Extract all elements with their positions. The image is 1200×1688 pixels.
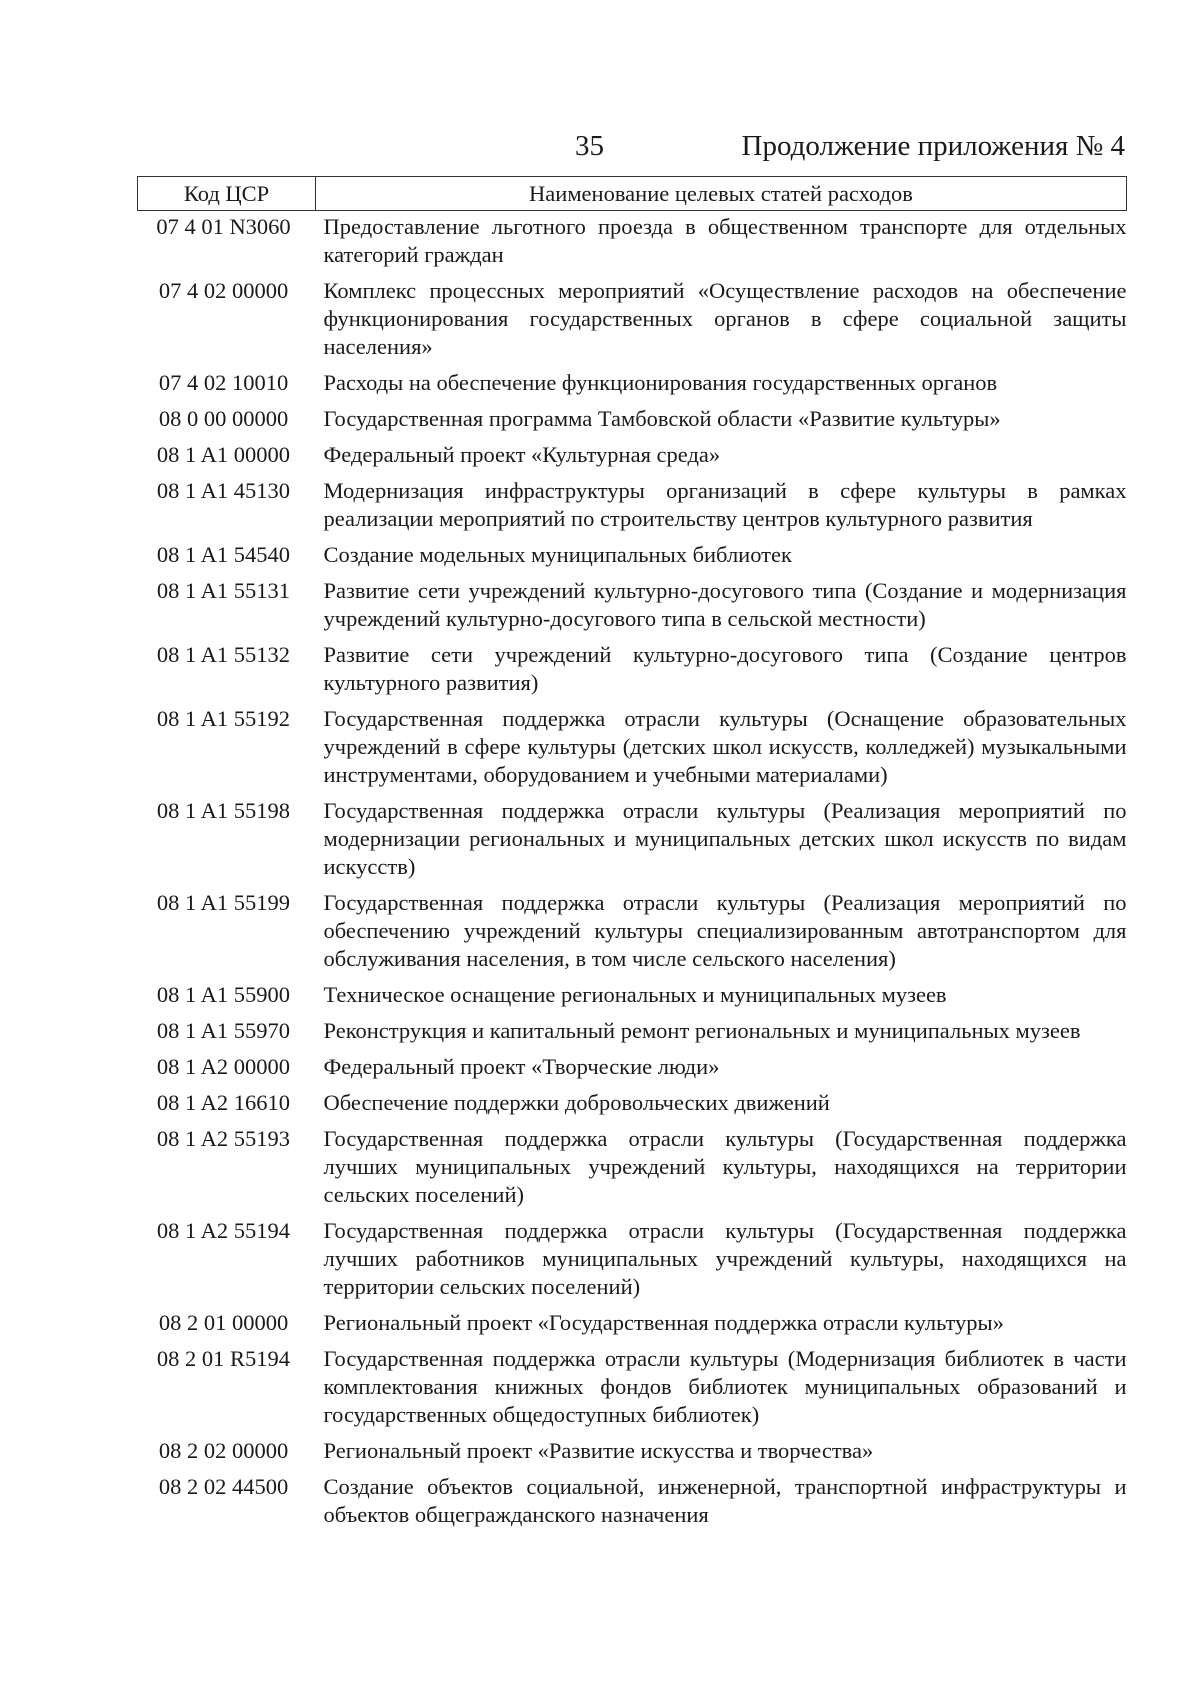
table-row <box>138 1123 1127 1215</box>
table-row <box>138 403 1127 439</box>
table-row <box>138 275 1127 367</box>
row-code: 08 2 01 00000 <box>158 1310 289 1335</box>
row-name: Техническое оснащение региональных и муниципальных музеев <box>323 982 947 1007</box>
row-code: 08 1 A2 00000 <box>156 1054 291 1079</box>
table-row <box>138 887 1127 979</box>
row-name: Предоставление льготного проезда в общественном транспорте для отдельных категорий граждан <box>323 214 1127 267</box>
row-code: 08 1 A1 55970 <box>156 1018 291 1043</box>
row-name: Региональный проект «Государственная поддержка отрасли культуры» <box>323 1310 1004 1335</box>
table-row <box>138 475 1127 539</box>
row-code: 08 1 A1 54540 <box>156 542 291 567</box>
page-header <box>0 118 1200 168</box>
row-code: 07 4 01 N3060 <box>156 214 291 239</box>
row-code: 08 1 A1 55132 <box>156 642 291 667</box>
row-name: Расходы на обеспечение функционирования государственных органов <box>323 370 998 395</box>
row-code: 08 1 A1 55198 <box>156 798 291 823</box>
row-code: 08 1 A1 55199 <box>156 890 291 915</box>
row-code: 08 1 A1 00000 <box>156 442 291 467</box>
table-header-row <box>138 177 1127 211</box>
table-row <box>138 1471 1127 1535</box>
column-header-code: Код ЦСР <box>138 177 316 211</box>
row-code: 08 2 01 R5194 <box>156 1346 291 1371</box>
table-row <box>138 979 1127 1015</box>
row-code: 07 4 02 00000 <box>158 278 289 303</box>
table-body <box>138 211 1127 1536</box>
table-row <box>138 1051 1127 1087</box>
row-code: 08 1 A1 55900 <box>156 982 291 1007</box>
row-name: Модернизация инфраструктуры организаций в сфере культуры в рамках реализации мероприятий по строительству центров культурного развития <box>323 478 1127 531</box>
row-name: Развитие сети учреждений культурно-досугового типа (Создание и модернизация учреждений культурно-досугового типа в сельской местности) <box>323 578 1127 631</box>
row-name: Государственная программа Тамбовской области «Развитие культуры» <box>323 406 1001 431</box>
table-row <box>138 1087 1127 1123</box>
table-row <box>138 703 1127 795</box>
row-code: 08 1 A2 16610 <box>156 1090 291 1115</box>
row-code: 08 1 A1 45130 <box>156 478 291 503</box>
row-code: 07 4 02 10010 <box>158 370 289 395</box>
table-row <box>138 1015 1127 1051</box>
row-name: Развитие сети учреждений культурно-досугового типа (Создание центров культурного развития) <box>323 642 1127 695</box>
table-row <box>138 639 1127 703</box>
table-row <box>138 439 1127 475</box>
page-number: 35 <box>575 130 604 162</box>
table-row <box>138 211 1127 276</box>
row-name: Государственная поддержка отрасли культуры (Оснащение образовательных учреждений в сфере культуры (детских школ искусств, колледжей) музыкальными инструментами, оборудованием и учебными материалами) <box>323 706 1127 787</box>
row-name: Создание объектов социальной, инженерной, транспортной инфраструктуры и объектов общегражданского назначения <box>323 1474 1127 1527</box>
row-code: 08 2 02 44500 <box>158 1474 289 1499</box>
budget-codes-table <box>137 176 1127 1535</box>
row-code: 08 1 A1 55192 <box>156 706 291 731</box>
row-name: Государственная поддержка отрасли культуры (Реализация мероприятий по обеспечению учреждений культуры специализированным автотранспортом для обслуживания населения, в том числе сельского населения) <box>323 890 1127 971</box>
row-name: Федеральный проект «Творческие люди» <box>323 1054 720 1079</box>
row-name: Создание модельных муниципальных библиотек <box>323 542 792 567</box>
row-code: 08 2 02 00000 <box>158 1438 289 1463</box>
table-row <box>138 575 1127 639</box>
row-name: Федеральный проект «Культурная среда» <box>323 442 721 467</box>
row-code: 08 1 A1 55131 <box>156 578 291 603</box>
column-header-name: Наименование целевых статей расходов <box>316 177 1127 211</box>
row-code: 08 0 00 00000 <box>158 406 289 431</box>
row-code: 08 1 A2 55194 <box>156 1218 291 1243</box>
table-row <box>138 1435 1127 1471</box>
row-code: 08 1 A2 55193 <box>156 1126 291 1151</box>
table-row <box>138 1215 1127 1307</box>
row-name: Реконструкция и капитальный ремонт региональных и муниципальных музеев <box>323 1018 1081 1043</box>
table-row <box>138 1343 1127 1435</box>
row-name: Региональный проект «Развитие искусства и творчества» <box>323 1438 874 1463</box>
row-name: Государственная поддержка отрасли культуры (Реализация мероприятий по модернизации региональных и муниципальных детских школ искусств по видам искусств) <box>323 798 1127 879</box>
row-name: Обеспечение поддержки добровольческих движений <box>323 1090 830 1115</box>
appendix-continuation-title: Продолжение приложения № 4 <box>741 130 1125 162</box>
budget-codes-table-container <box>137 176 1127 1535</box>
row-name: Государственная поддержка отрасли культуры (Модернизация библиотек в части комплектования книжных фондов библиотек муниципальных образований и государственных общедоступных библиотек) <box>323 1346 1127 1427</box>
table-row <box>138 795 1127 887</box>
row-name: Комплекс процессных мероприятий «Осуществление расходов на обеспечение функционирования государственных органов в сфере социальной защиты населения» <box>323 278 1127 359</box>
table-row <box>138 539 1127 575</box>
row-name: Государственная поддержка отрасли культуры (Государственная поддержка лучших работников муниципальных учреждений культуры, находящихся на территории сельских поселений) <box>323 1218 1127 1299</box>
table-row <box>138 367 1127 403</box>
table-row <box>138 1307 1127 1343</box>
row-name: Государственная поддержка отрасли культуры (Государственная поддержка лучших муниципальных учреждений культуры, находящихся на территории сельских поселений) <box>323 1126 1127 1207</box>
